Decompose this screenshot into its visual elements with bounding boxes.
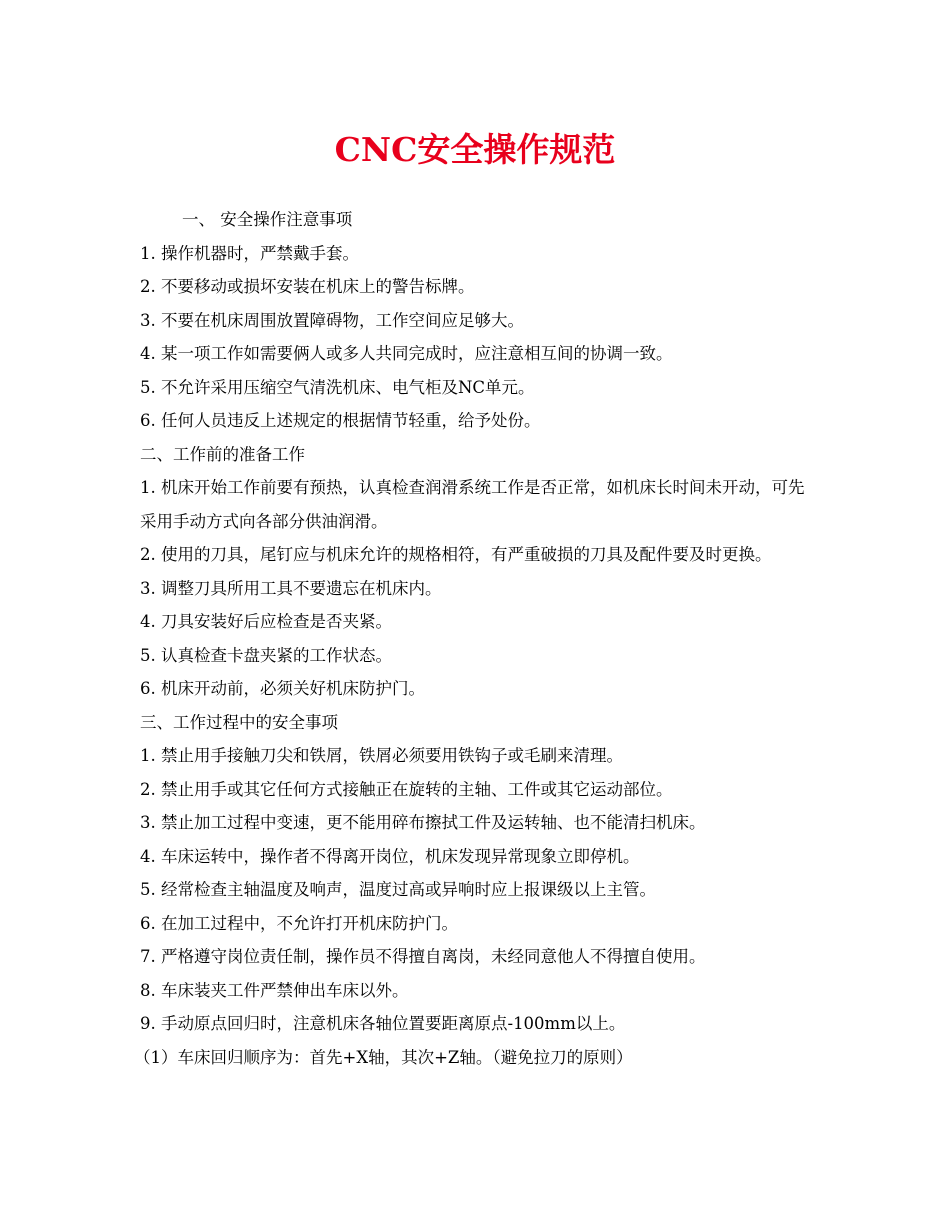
list-item: 2. 不要移动或损坏安装在机床上的警告标牌。 [140,277,475,296]
section-heading-1: 一、 安全操作注意事项 [182,210,353,229]
list-item: 5. 认真检查卡盘夹紧的工作状态。 [140,645,392,665]
list-item: 7. 严格遵守岗位责任制，操作员不得擅自离岗，未经同意他人不得擅自使用。 [140,947,706,966]
list-item: 6. 在加工过程中，不允许打开机床防护门。 [140,913,458,933]
sub-list-item: （1）车床回归顺序为：首先+X轴，其次+Z轴。（避免拉刀的原则） [134,1047,633,1067]
list-item: 4. 某一项工作如需要俩人或多人共同完成时，应注意相互间的协调一致。 [140,344,673,363]
list-item: 3. 禁止加工过程中变速，更不能用碎布擦拭工件及运转轴、也不能清扫机床。 [140,813,706,832]
section-heading-3: 三、工作过程中的安全事项 [140,712,338,732]
list-item: 1. 禁止用手接触刀尖和铁屑，铁屑必须要用铁钩子或毛刷来清理。 [140,746,623,765]
list-item: 8. 车床装夹工件严禁伸出车床以外。 [140,980,409,1000]
list-item: 1. 机床开始工作前要有预热，认真检查润滑系统工作是否正常，如机床长时间未开动，可先采用手动方式向各部分供油润滑。 [140,478,805,531]
list-item: 3. 调整刀具所用工具不要遗忘在机床内。 [140,578,442,598]
list-item: 5. 经常检查主轴温度及响声，温度过高或异响时应上报课级以上主管。 [140,880,656,899]
list-item: 5. 不允许采用压缩空气清洗机床、电气柜及NC单元。 [140,377,535,397]
list-item: 2. 使用的刀具，尾钉应与机床允许的规格相符，有严重破损的刀具及配件要及时更换。 [140,545,772,564]
list-item: 1. 操作机器时，严禁戴手套。 [140,243,359,263]
list-item: 4. 车床运转中，操作者不得离开岗位，机床发现异常现象立即停机。 [140,846,640,866]
list-item: 3. 不要在机床周围放置障碍物，工作空间应足够大。 [140,310,524,330]
section-heading-2: 二、工作前的准备工作 [140,444,305,464]
list-item: 6. 机床开动前，必须关好机床防护门。 [140,679,425,698]
list-item: 6. 任何人员违反上述规定的根据情节轻重，给予处份。 [140,411,541,430]
document-body [134,203,820,1074]
document-title: CNC安全操作规范 [334,130,616,169]
list-item: 9. 手动原点回归时，注意机床各轴位置要距离原点-100mm以上。 [140,1014,626,1033]
list-item: 4. 刀具安装好后应检查是否夹紧。 [140,612,392,631]
list-item: 2. 禁止用手或其它任何方式接触正在旋转的主轴、工件或其它运动部位。 [140,779,673,799]
